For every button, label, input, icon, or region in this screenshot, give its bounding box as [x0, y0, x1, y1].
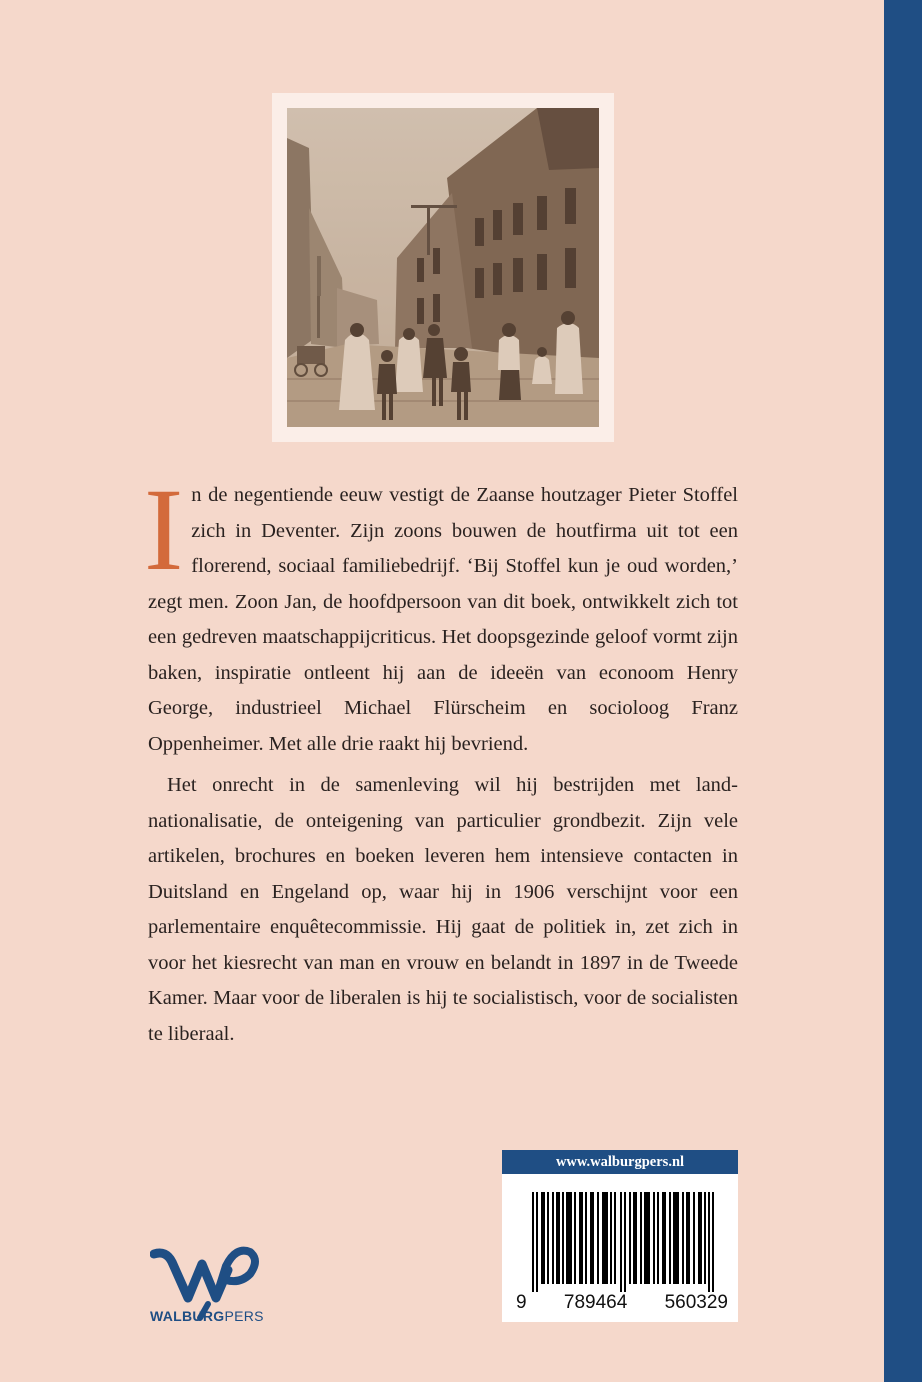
book-spine [884, 0, 922, 1382]
back-cover-blurb [144, 464, 738, 1052]
blurb-paragraph-2: Het onrecht in de samenleving wil hij bestrijden met landnationalisatie, de onteigening van particulier grondbezit. Zijn vele artikelen, brochures en boeken leveren hem intensieve contacten in Duitsland en Engeland op, waar hij in 1906 verschijnt voor een parlementaire enquêtecommissie. Hij gaat de politiek in, zet zich in voor het kiesrecht van man en vrouw en belandt in 1897 in de Tweede Kamer. Maar voor de liberalen is hij te socialistisch, voor de socialisten te liberaal. [148, 774, 738, 1045]
publisher-name-bold: WALBURG [150, 1308, 225, 1324]
publisher-url[interactable]: www.walburgpers.nl [502, 1150, 738, 1174]
blurb-paragraph-1 [144, 464, 738, 762]
blurb-paragraph-1-text: n de negentiende eeuw vestigt de Zaanse houtzager Pieter Stoffel zich in Deventer. Zijn zoons bouwen de houtfirma uit tot een florerend, sociaal familiebedrijf. ‘Bij Stoffel kun je oud worden,’ zegt men. Zoon Jan, de hoofdpersoon van dit boek, ontwikkelt zich tot een gedreven maatschappijcriticus. Het doopsgezinde geloof vormt zijn baken, inspiratie ontleent hij aan de ideeën van econoom Henry George, industrieel Michael Flürscheim en socioloog Franz Oppenheimer. Met alle drie raakt hij bevriend. [148, 484, 738, 755]
publisher-name-regular: PERS [224, 1308, 264, 1324]
isbn-digit-group: 789464 [563, 1292, 628, 1313]
publisher-name [150, 1308, 264, 1324]
barcode-bars [532, 1192, 714, 1292]
isbn-digit-group: 9 [516, 1292, 527, 1313]
barcode-box [502, 1150, 738, 1322]
photo-frame [272, 93, 614, 442]
isbn-digit-group: 560329 [664, 1292, 728, 1313]
historic-street-photo [287, 108, 599, 427]
isbn-number [516, 1292, 728, 1314]
drop-cap: I [144, 464, 184, 595]
